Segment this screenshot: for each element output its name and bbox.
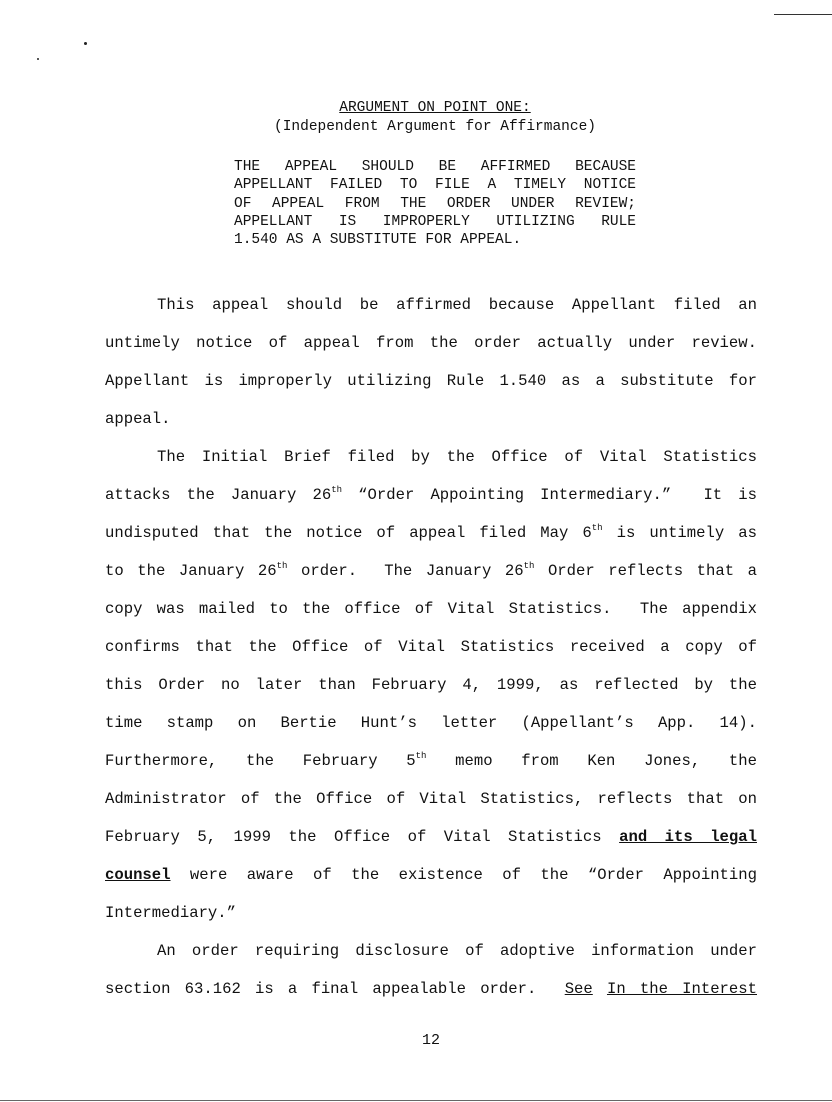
- text-segment: confirms that the Office of Vital Statistics received a copy of: [105, 638, 757, 656]
- text-segment: Administrator of the Office of Vital Statistics, reflects that on: [105, 790, 757, 808]
- text-line: [105, 970, 757, 1008]
- text-line: [105, 362, 757, 400]
- point-heading-line: THE APPEAL SHOULD BE AFFIRMED BECAUSE: [234, 159, 636, 175]
- point-heading-block: [234, 158, 636, 249]
- text-line: [105, 856, 757, 894]
- citation-text: In the Interest: [606, 980, 757, 998]
- page-number: 12: [421, 1032, 440, 1049]
- text-segment: appeal.: [105, 410, 171, 428]
- text-line: [105, 400, 757, 438]
- text-line: [105, 324, 757, 362]
- text-segment: [593, 980, 607, 998]
- text-segment: section 63.162 is a final appealable order.: [105, 980, 565, 998]
- text-line: [105, 590, 757, 628]
- ordinal-suffix: th: [276, 561, 288, 571]
- text-line: [105, 894, 757, 932]
- text-line: [105, 742, 757, 780]
- text-segment: This appeal should be affirmed because Appellant filed an: [157, 296, 757, 314]
- text-segment: memo from Ken Jones, the: [426, 752, 757, 770]
- text-line: [105, 704, 757, 742]
- text-line: [105, 666, 757, 704]
- text-segment: to the January 26: [105, 562, 277, 580]
- text-segment: undisputed that the notice of appeal filed May 6: [105, 524, 592, 542]
- ordinal-suffix: th: [591, 523, 603, 533]
- ordinal-suffix: th: [331, 485, 343, 495]
- text-line: [105, 628, 757, 666]
- text-segment: Furthermore, the February 5: [105, 752, 416, 770]
- ordinal-suffix: th: [415, 751, 427, 761]
- heading-title: ARGUMENT ON POINT ONE:: [339, 100, 531, 116]
- text-segment: copy was mailed to the office of Vital Statistics. The appendix: [105, 600, 757, 618]
- text-segment: February 5, 1999 the Office of Vital Statistics: [105, 828, 620, 846]
- text-segment: order. The January 26: [287, 562, 524, 580]
- text-line: [105, 552, 757, 590]
- argument-heading: [0, 100, 832, 116]
- point-heading-line: APPELLANT FAILED TO FILE A TIMELY NOTICE: [234, 177, 636, 194]
- point-heading-line: OF APPEAL FROM THE ORDER UNDER REVIEW;: [234, 195, 636, 212]
- ordinal-suffix: th: [523, 561, 535, 571]
- heading-subtitle: (Independent Argument for Affirmance): [274, 119, 596, 135]
- point-heading-line: 1.540 AS A SUBSTITUTE FOR APPEAL.: [234, 232, 522, 249]
- scan-bottom-edge: [0, 1100, 832, 1101]
- document-body: [105, 286, 757, 1008]
- text-segment: is untimely as: [602, 524, 757, 542]
- text-segment: Intermediary.”: [105, 904, 237, 922]
- citation-text: See: [564, 980, 593, 998]
- text-segment: The Initial Brief filed by the Office of Vital Statistics: [157, 448, 757, 466]
- scan-speck: [84, 42, 87, 45]
- text-line: [105, 780, 757, 818]
- emphasized-text: counsel: [105, 866, 171, 884]
- text-segment: Order reflects that a: [534, 562, 758, 580]
- emphasized-text: and its legal: [619, 828, 757, 846]
- text-segment: “Order Appointing Intermediary.” It is: [342, 486, 758, 504]
- text-line: [105, 818, 757, 856]
- scan-speck: [37, 58, 39, 60]
- text-segment: time stamp on Bertie Hunt’s letter (Appellant’s App. 14).: [105, 714, 757, 732]
- text-segment: this Order no later than February 4, 1999, as reflected by the: [105, 676, 757, 694]
- text-segment: were aware of the existence of the “Order Appointing: [170, 866, 757, 884]
- point-heading-line: APPELLANT IS IMPROPERLY UTILIZING RULE: [234, 213, 636, 230]
- text-segment: attacks the January 26: [105, 486, 332, 504]
- text-line: [105, 286, 757, 324]
- text-line: [105, 514, 757, 552]
- text-segment: An order requiring disclosure of adoptive information under: [157, 942, 757, 960]
- text-line: [105, 476, 757, 514]
- text-line: [105, 438, 757, 476]
- text-line: [105, 932, 757, 970]
- scan-edge-mark: [774, 14, 832, 15]
- text-segment: untimely notice of appeal from the order actually under review.: [105, 334, 757, 352]
- text-segment: Appellant is improperly utilizing Rule 1.540 as a substitute for: [105, 372, 757, 390]
